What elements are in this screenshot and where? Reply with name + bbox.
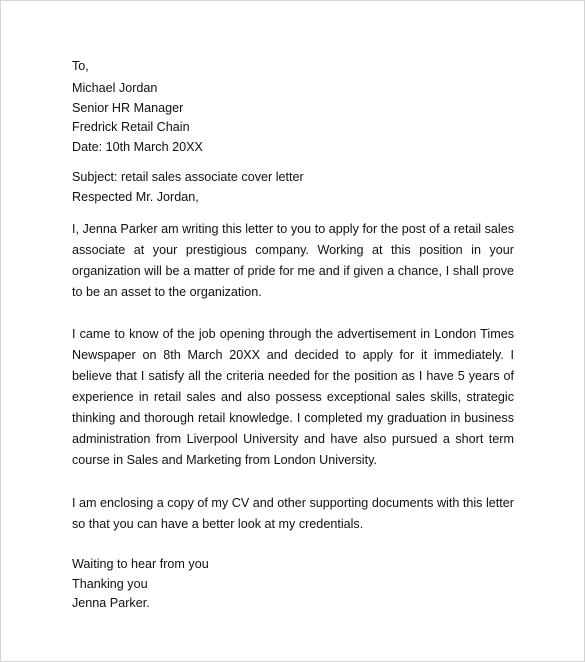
recipient-name: Michael Jordan [72, 81, 158, 95]
body-paragraph-1 [72, 219, 514, 303]
paragraph-text: I am enclosing a copy of my CV and other supporting documents with this letter so that you can have a better look at my credentials. [72, 496, 514, 531]
closing-line-2: Thanking you [72, 576, 148, 591]
greeting-line: Respected Mr. Jordan, [72, 189, 199, 204]
recipient-company: Fredrick Retail Chain [72, 120, 190, 134]
closing-line-1: Waiting to hear from you [72, 557, 209, 571]
body-paragraph-3 [72, 493, 514, 535]
recipient-address [72, 79, 514, 157]
subject-line: Subject: retail sales associate cover letter [72, 170, 304, 184]
closing-block [72, 555, 514, 614]
recipient-title: Senior HR Manager [72, 100, 184, 115]
paragraph-text: I came to know of the job opening through the advertisement in London Times Newspaper on 8th March 20XX and decided to apply for it immediately. I believe that I satisfy all the criteria needed for the position as I have 5 years of experience in retail sales and also possess exceptional sales skills, strategic thinking and thorough retail knowledge. I completed my graduation in business administration from Liverpool University and have also pursued a short term course in Sales and Marketing from London University. [72, 327, 514, 467]
body-paragraph-2 [72, 324, 514, 471]
address-header [72, 57, 514, 77]
subject-block [72, 168, 514, 207]
salutation-to: To, [72, 59, 89, 73]
letter-date: Date: 10th March 20XX [72, 139, 203, 154]
paragraph-text: I, Jenna Parker am writing this letter to you to apply for the post of a retail sales associate at your prestigious company. Working at this position in your organization will be a matter of pride for me and if given a chance, I shall prove to be an asset to the organization. [72, 222, 514, 299]
signature: Jenna Parker. [72, 596, 150, 610]
